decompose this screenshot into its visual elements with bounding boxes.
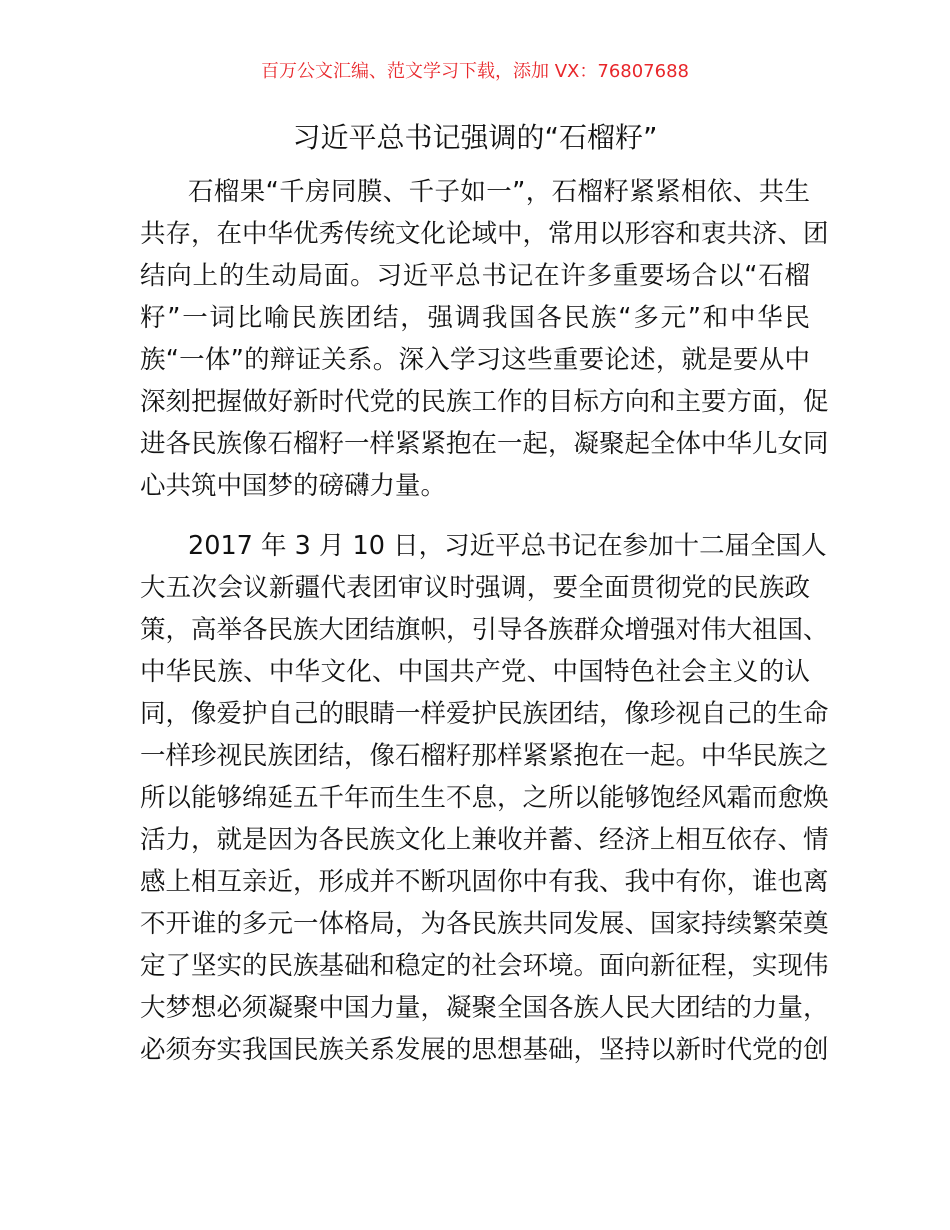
document-body (140, 171, 829, 1089)
paragraph (140, 525, 829, 1071)
text-line: 结向上的生动局面。习近平总书记在许多重要场合以“石榴 (140, 261, 810, 291)
text-line: 2017 年 3 月 10 日，习近平总书记在参加十二届全国人 (188, 531, 827, 561)
text-line: 活力，就是因为各民族文化上兼收并蓄、经济上相互依存、情 (140, 825, 829, 855)
document-title: 习近平总书记强调的“石榴籽” (292, 121, 658, 154)
text-line: 一样珍视民族团结，像石榴籽那样紧紧抱在一起。中华民族之 (140, 741, 829, 771)
text-line: 定了坚实的民族基础和稳定的社会环境。面向新征程，实现伟 (140, 951, 829, 981)
watermark-header: 百万公文汇编、范文学习下载，添加 VX：76807688 (261, 61, 689, 82)
text-line: 大梦想必须凝聚中国力量，凝聚全国各族人民大团结的力量， (140, 993, 829, 1023)
text-line: 籽”一词比喻民族团结，强调我国各民族“多元”和中华民 (140, 303, 810, 333)
text-line: 族“一体”的辩证关系。深入学习这些重要论述，就是要从中 (140, 345, 810, 375)
text-line: 中华民族、中华文化、中国共产党、中国特色社会主义的认 (140, 657, 810, 687)
text-line: 深刻把握做好新时代党的民族工作的目标方向和主要方面，促 (140, 387, 829, 417)
text-line: 进各民族像石榴籽一样紧紧抱在一起，凝聚起全体中华儿女同 (140, 429, 829, 459)
text-line: 不开谁的多元一体格局，为各民族共同发展、国家持续繁荣奠 (140, 909, 829, 939)
text-line: 同，像爱护自己的眼睛一样爱护民族团结，像珍视自己的生命 (140, 699, 829, 729)
text-line: 石榴果“千房同膜、千子如一”，石榴籽紧紧相依、共生 (188, 177, 810, 207)
text-line: 感上相互亲近，形成并不断巩固你中有我、我中有你，谁也离 (140, 867, 829, 897)
text-line: 必须夯实我国民族关系发展的思想基础，坚持以新时代党的创 (140, 1035, 829, 1065)
text-line: 心共筑中国梦的磅礴力量。 (140, 471, 447, 501)
text-line: 共存，在中华优秀传统文化论域中，常用以形容和衷共济、团 (140, 219, 829, 249)
text-line: 所以能够绵延五千年而生生不息，之所以能够饱经风霜而愈焕 (140, 783, 829, 813)
paragraph (140, 171, 829, 507)
text-line: 策，高举各民族大团结旗帜，引导各族群众增强对伟大祖国、 (140, 615, 829, 645)
text-line: 大五次会议新疆代表团审议时强调，要全面贯彻党的民族政 (140, 573, 810, 603)
